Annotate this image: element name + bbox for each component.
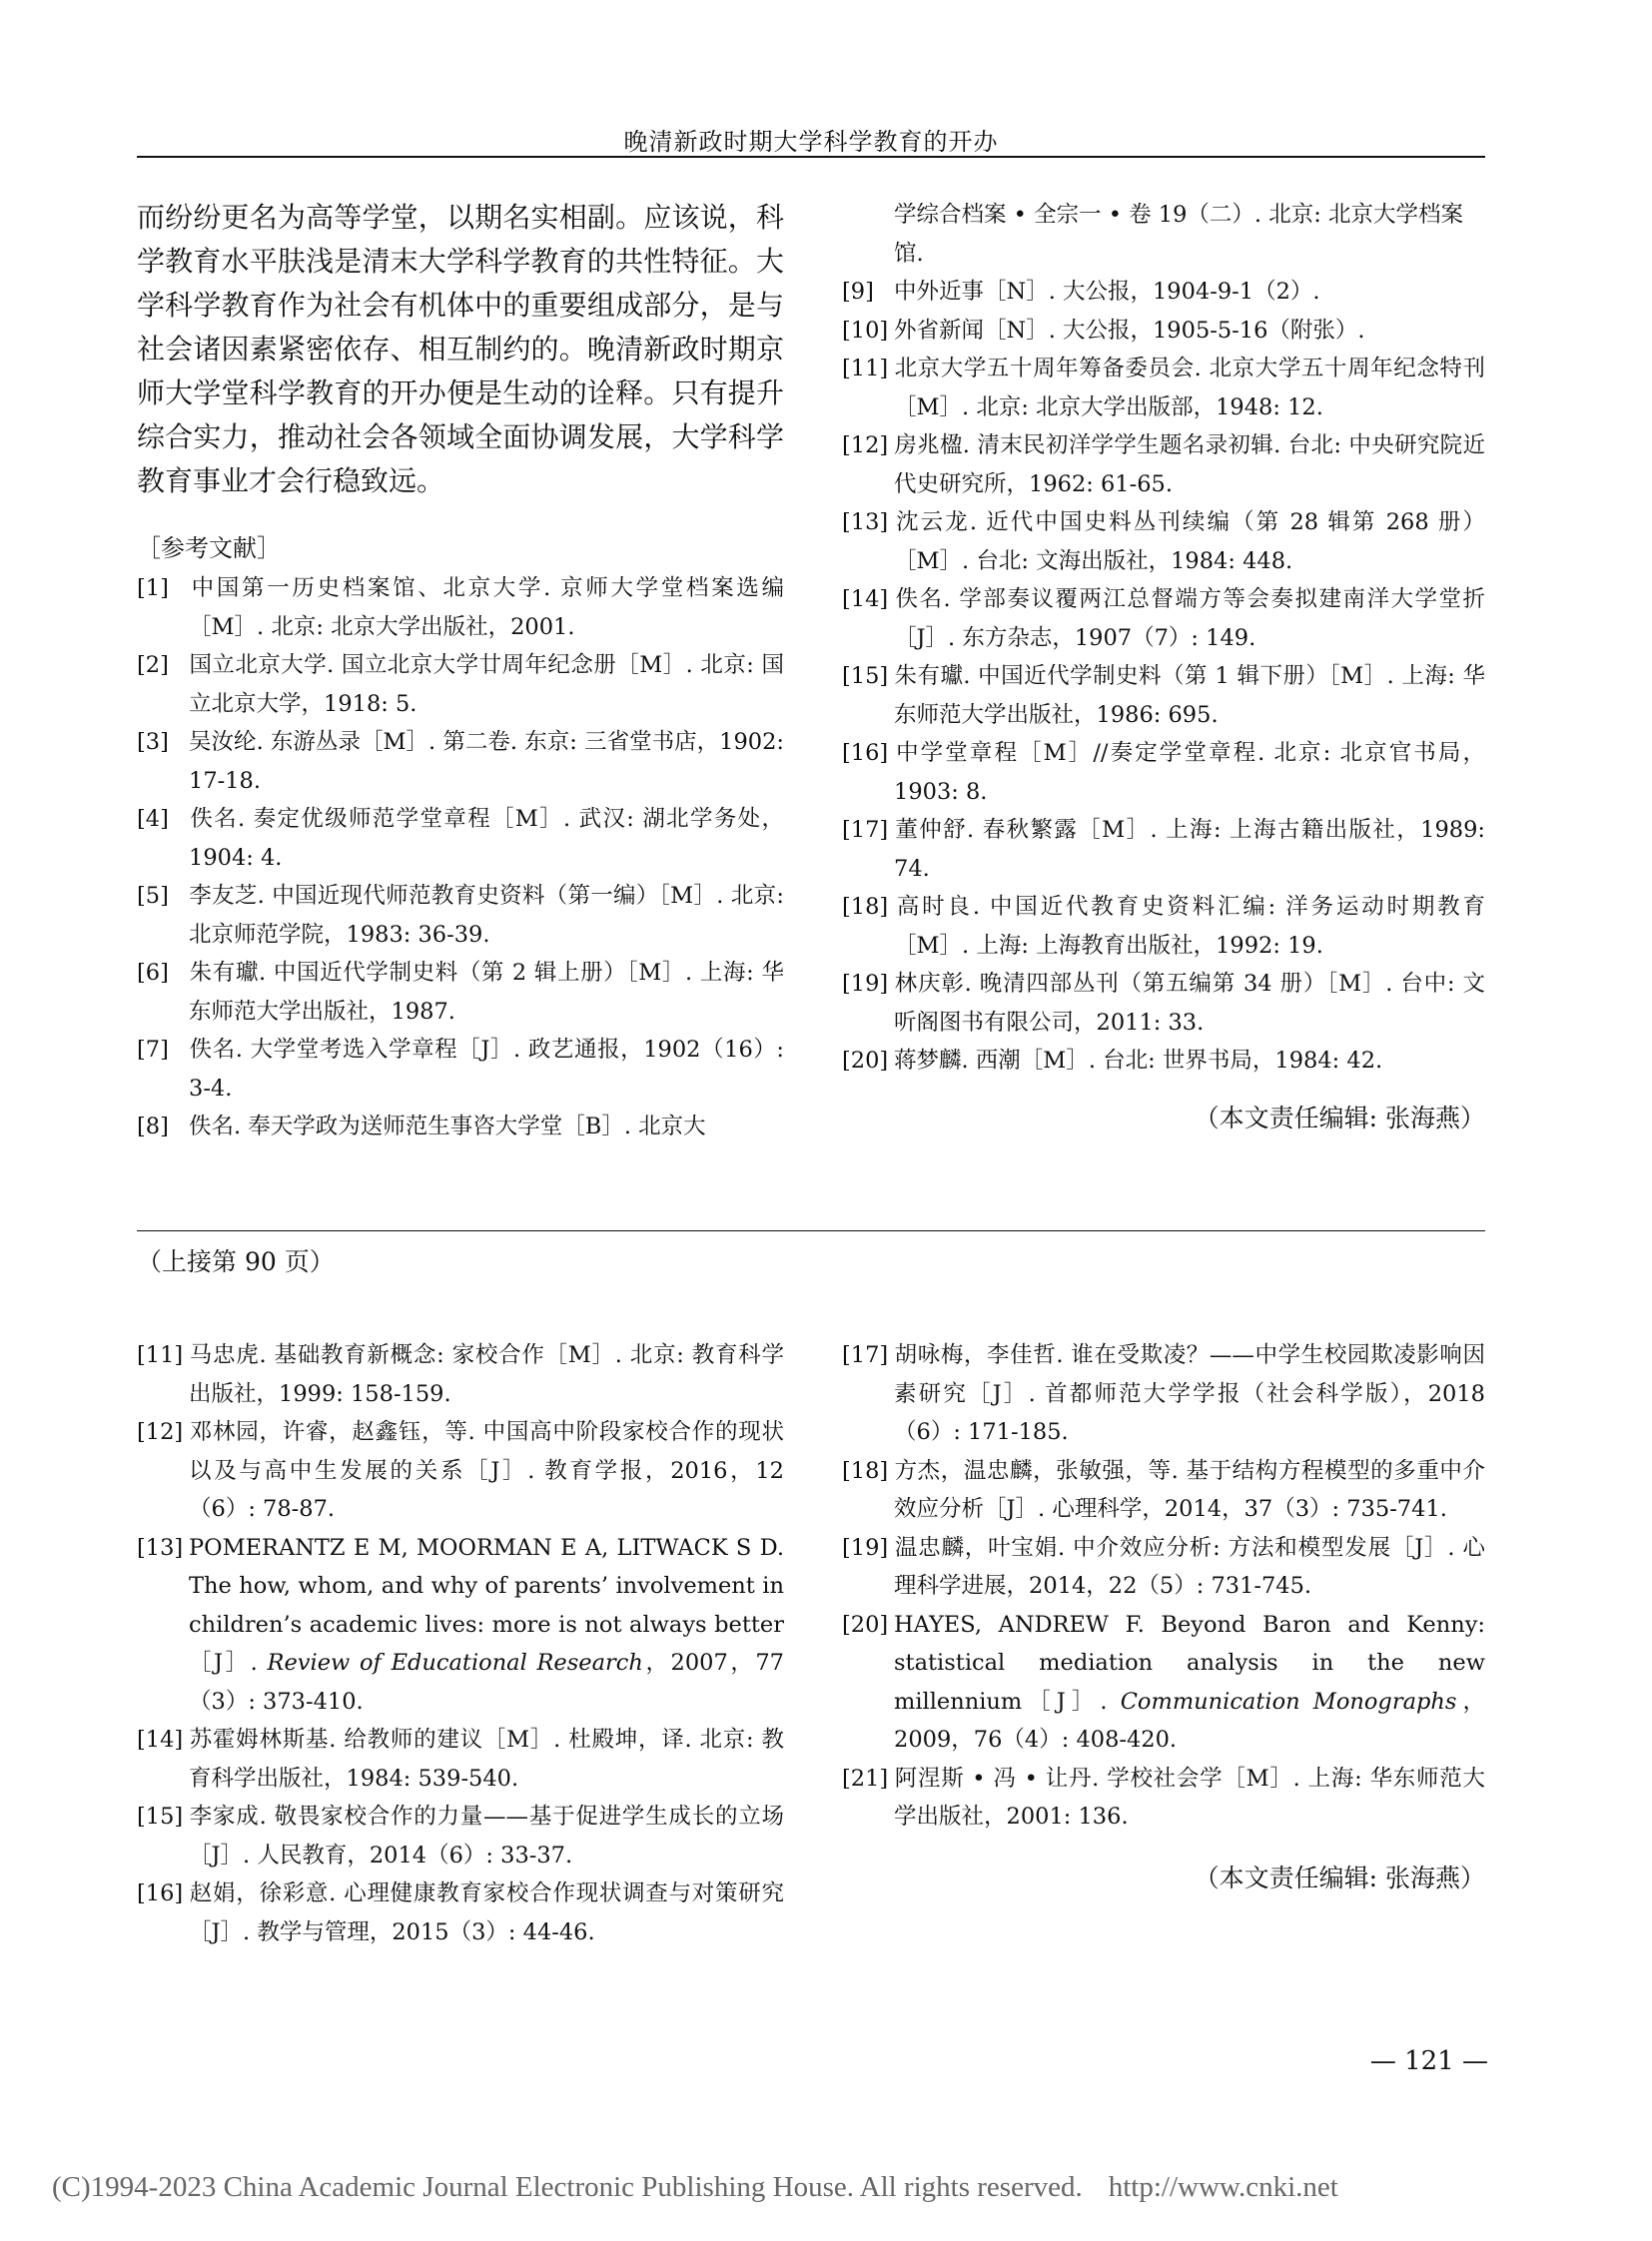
reference-item: [19] 林庆彰. 晚清四部丛刊（第五编第 34 册）［M］. 台中: 文听阁图书有限公司，2011: 33. xyxy=(842,971,1485,1036)
reference-item: [13] 沈云龙. 近代中国史料丛刊续编（第 28 辑第 268 册）［M］. 台北: 文海出版社，1984: 448. xyxy=(842,509,1485,574)
reference-item: [11] 北京大学五十周年筹备委员会. 北京大学五十周年纪念特刊［M］. 北京: 北京大学出版部，1948: 12. xyxy=(842,356,1485,420)
reference-item: [10] 外省新闻［N］. 大公报，1905-5-16（附张）. xyxy=(842,317,1365,344)
upper-right-column xyxy=(842,196,1485,1138)
reference-item: [14] 佚名. 学部奏议覆两江总督端方等会奏拟建南洋大学堂折［J］. 东方杂志，1907（7）: 149. xyxy=(842,586,1485,651)
reference-item: [15] 朱有瓛. 中国近代学制史料（第 1 辑下册）［M］. 上海: 华东师范大学出版社，1986: 695. xyxy=(842,663,1485,728)
page-number: — 121 — xyxy=(1369,2046,1488,2076)
reference-item: [12] 房兆楹. 清末民初洋学学生题名录初辑. 台北: 中央研究院近代史研究所，1962: 61-65. xyxy=(842,432,1485,497)
reference-item: [18] 高时良. 中国近代教育史资料汇编: 洋务运动时期教育［M］. 上海: 上海教育出版社，1992: 19. xyxy=(842,894,1485,959)
reference-item: [17] 董仲舒. 春秋繁露［M］. 上海: 上海古籍出版社，1989: 74. xyxy=(842,817,1485,882)
continued-from-note: （上接第 90 页） xyxy=(137,1247,335,1276)
reference-item: [3] 吴汝纶. 东游丛录［M］. 第二卷. 东京: 三省堂书店，1902: 17-18. xyxy=(137,729,784,794)
reference-item: [20] HAYES, ANDREW F. Beyond Baron and Kenny: statistical mediation analysis in the new millennium［J］. Communication Monographs，2009，76（4）: 408-420. xyxy=(842,1611,1485,1753)
copyright-text: (C)1994-2023 China Academic Journal Electronic Publishing House. All rights reserved. xyxy=(52,2171,1083,2203)
upper-left-references xyxy=(137,569,784,1146)
reference-item: [7] 佚名. 大学堂考选入学章程［J］. 政艺通报，1902（16）: 3-4. xyxy=(137,1037,784,1102)
upper-left-column xyxy=(137,196,784,1146)
reference-item: [9] 中外近事［N］. 大公报，1904-9-1（2）. xyxy=(842,279,1320,305)
header-rule xyxy=(137,156,1485,158)
reference-item: [6] 朱有瓛. 中国近代学制史料（第 2 辑上册）［M］. 上海: 华东师范大学出版社，1987. xyxy=(137,960,784,1025)
lower-left-column xyxy=(137,1336,784,1951)
journal-title: Review of Educational Research xyxy=(267,1650,643,1676)
reference-item: [4] 佚名. 奏定优级师范学堂章程［M］. 武汉: 湖北学务处，1904: 4. xyxy=(137,806,784,871)
body-paragraph: 而纷纷更名为高等学堂，以期名实相副。应该说，科学教育水平肤浅是清末大学科学教育的共性特征。大学科学教育作为社会有机体中的重要组成部分，是与社会诸因素紧密依存、相互制约的。晚清新政时期京师大学堂科学教育的开办便是生动的诠释。只有提升综合实力，推动社会各领域全面协调发展，大学科学教育事业才会行稳致远。 xyxy=(137,201,784,497)
reference-item: [20] 蒋梦麟. 西潮［M］. 台北: 世界书局，1984: 42. xyxy=(842,1048,1383,1074)
reference-item: [19] 温忠麟，叶宝娟. 中介效应分析: 方法和模型发展［J］. 心理科学进展，2014，22（5）: 731-745. xyxy=(842,1534,1485,1599)
reference-item: [11] 马忠虎. 基础教育新概念: 家校合作［M］. 北京: 教育科学出版社，1999: 158-159. xyxy=(137,1342,784,1407)
reference-item: [8] 佚名. 奉天学政为送师范生事咨大学堂［B］. 北京大 xyxy=(137,1114,706,1139)
reference-continuation: 学综合档案 • 全宗一 • 卷 19（二）. 北京: 北京大学档案馆. xyxy=(894,202,1463,267)
reference-item: [1] 中国第一历史档案馆、北京大学. 京师大学堂档案选编［M］. 北京: 北京大学出版社，2001. xyxy=(137,575,784,640)
reference-item: [2] 国立北京大学. 国立北京大学廿周年纪念册［M］. 北京: 国立北京大学，1918: 5. xyxy=(137,652,784,717)
reference-item: [17] 胡咏梅，李佳哲. 谁在受欺凌？——中学生校园欺凌影响因素研究［J］. 首都师范大学学报（社会科学版），2018（6）: 171-185. xyxy=(842,1342,1485,1445)
reference-item: [5] 李友芝. 中国近现代师范教育史资料（第一编）［M］. 北京: 北京师范学院，1983: 36-39. xyxy=(137,883,784,948)
reference-item: [16] 赵娟，徐彩意. 心理健康教育家校合作现状调查与对策研究［J］. 教学与管理，2015（3）: 44-46. xyxy=(137,1880,784,1945)
reference-item: [14] 苏霍姆林斯基. 给教师的建议［M］. 杜殿坤，译. 北京: 教育科学出版社，1984: 539-540. xyxy=(137,1727,784,1792)
lower-right-column xyxy=(842,1336,1485,1898)
reference-item: [13] POMERANTZ E M, MOORMAN E A, LITWACK S D. The how, whom, and why of parents’ involvement in children’s academic lives: more is not always better［J］. Review of Educational Research，2007，77（3）: 373-410. xyxy=(137,1534,784,1715)
journal-title: Communication Monographs xyxy=(1120,1688,1457,1715)
copyright-footer xyxy=(52,2171,1600,2204)
references-heading: ［参考文献］ xyxy=(137,534,281,562)
editor-note: （本文责任编辑: 张海燕） xyxy=(1194,1103,1485,1132)
editor-note: （本文责任编辑: 张海燕） xyxy=(1194,1863,1485,1892)
reference-item: [15] 李家成. 敬畏家校合作的力量——基于促进学生成长的立场［J］. 人民教育，2014（6）: 33-37. xyxy=(137,1804,784,1868)
section-divider xyxy=(137,1230,1485,1231)
footer-url[interactable]: http://www.cnki.net xyxy=(1108,2171,1338,2203)
reference-item: [18] 方杰，温忠麟，张敏强，等. 基于结构方程模型的多重中介效应分析［J］. 心理科学，2014，37（3）: 735-741. xyxy=(842,1457,1485,1522)
reference-item: [21] 阿涅斯 • 冯 • 让丹. 学校社会学［M］. 上海: 华东师范大学出版社，2001: 136. xyxy=(842,1765,1485,1830)
reference-item: [16] 中学堂章程［M］//奏定学堂章程. 北京: 北京官书局，1903: 8. xyxy=(842,740,1485,805)
reference-item: [12] 邓林园，许睿，赵鑫钰，等. 中国高中阶段家校合作的现状以及与高中生发展的关系［J］. 教育学报，2016，12（6）: 78-87. xyxy=(137,1419,784,1522)
running-header: 晚清新政时期大学科学教育的开办 xyxy=(623,128,999,156)
